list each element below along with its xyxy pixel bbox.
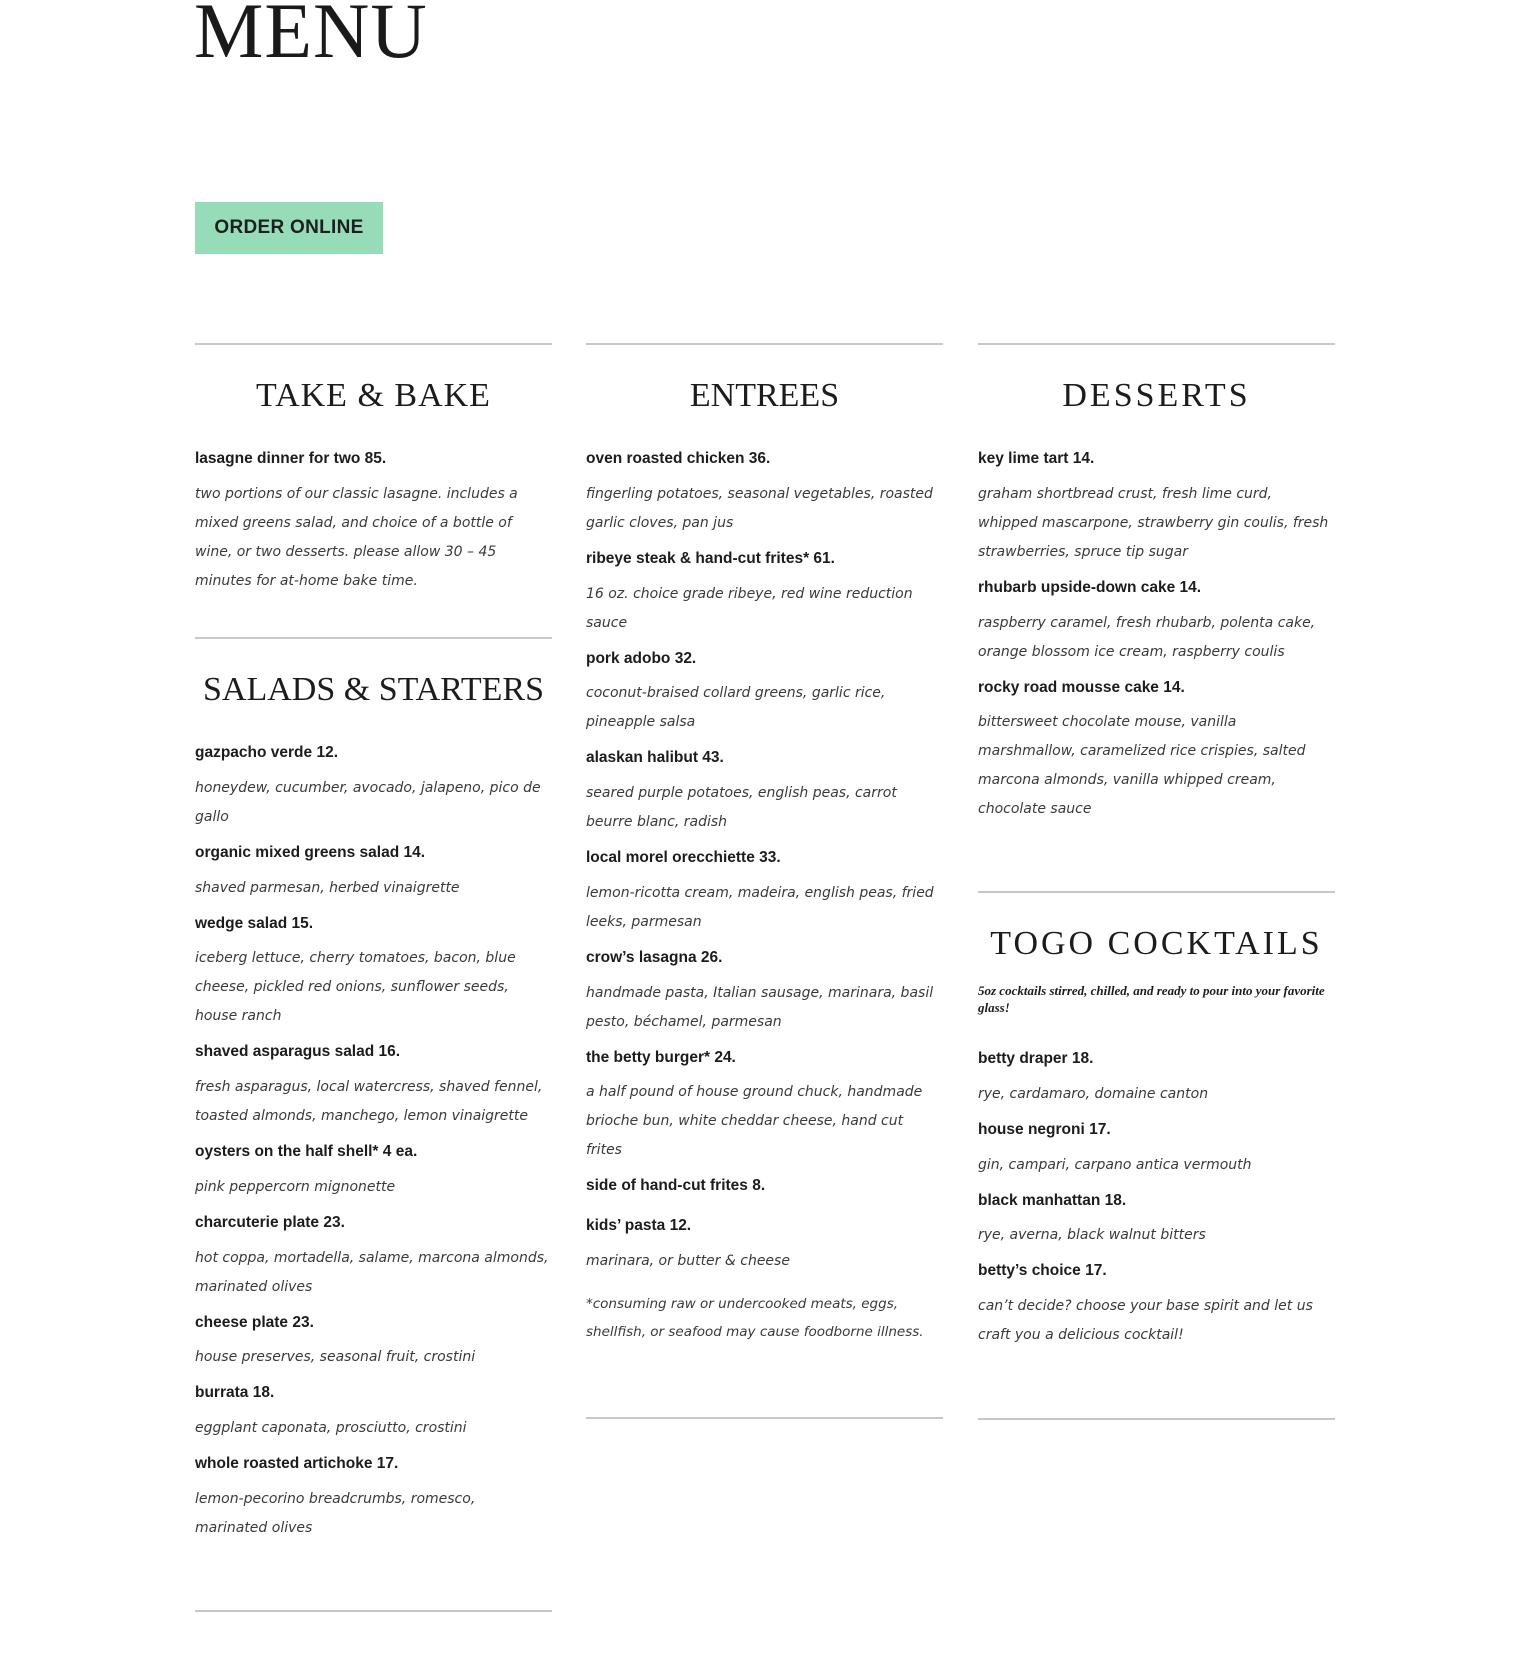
desserts-list (978, 448, 1335, 824)
menu-item-desc: fingerling potatoes, seasonal vegetables, roasted garlic cloves, pan jus (586, 486, 933, 532)
menu-item-name: the betty burger* 24. (586, 1048, 736, 1066)
menu-item-name: lasagne dinner for two 85. (195, 450, 387, 468)
entrees-list (586, 448, 943, 1345)
menu-item-desc: fresh asparagus, local watercress, shaved fennel, toasted almonds, manchego, lemon vinaigrette (195, 1079, 543, 1125)
menu-item-desc: shaved parmesan, herbed vinaigrette (195, 879, 460, 896)
menu-item-name: crow’s lasagna 26. (586, 948, 723, 966)
cocktails-tagline: 5oz cocktails stirred, chilled, and ready to pour into your favorite glass! (978, 983, 1325, 1016)
menu-item-desc: marinara, or butter & cheese (586, 1252, 790, 1269)
cocktails-list (978, 1048, 1335, 1350)
menu-item-name: rhubarb upside-down cake 14. (978, 579, 1202, 597)
menu-item-desc: lemon-ricotta cream, madeira, english peas, fried leeks, parmesan (586, 884, 934, 930)
menu-item-name: betty’s choice 17. (978, 1262, 1107, 1280)
section-divider (978, 343, 1335, 345)
section-divider (195, 1610, 552, 1612)
menu-item-name: wedge salad 15. (195, 914, 314, 932)
section-divider (195, 343, 552, 345)
menu-item-name: side of hand-cut frites 8. (586, 1177, 766, 1195)
menu-item-name: shaved asparagus salad 16. (195, 1043, 401, 1061)
menu-item-name: burrata 18. (195, 1384, 275, 1402)
page-title: MENU (194, 0, 428, 74)
menu-item-desc: gin, campari, carpano antica vermouth (978, 1156, 1252, 1173)
order-online-button[interactable]: ORDER ONLINE (195, 202, 383, 254)
section-title-desserts: DESSERTS (1062, 377, 1251, 414)
menu-item-desc: eggplant caponata, prosciutto, crostini (195, 1419, 467, 1436)
menu-item-desc: bittersweet chocolate mouse, vanilla marshmallow, caramelized rice crispies, salted marcona almonds, vanilla whipped cream, chocolate sauce (978, 714, 1306, 818)
menu-item-desc: rye, averna, black walnut bitters (978, 1227, 1206, 1244)
menu-item-name: charcuterie plate 23. (195, 1213, 345, 1231)
section-divider (586, 343, 943, 345)
menu-item-name: oven roasted chicken 36. (586, 450, 771, 468)
menu-item-name: black manhattan 18. (978, 1191, 1127, 1209)
menu-item-desc: iceberg lettuce, cherry tomatoes, bacon, blue cheese, pickled red onions, sunflower seeds, house ranch (195, 950, 516, 1025)
menu-item-desc: a half pound of house ground chuck, handmade brioche bun, white cheddar cheese, hand cut frites (586, 1084, 923, 1159)
menu-item-name: kids’ pasta 12. (586, 1216, 692, 1234)
entrees-section (586, 343, 943, 1346)
menu-item-name: key lime tart 14. (978, 450, 1095, 468)
desserts-section (978, 343, 1335, 834)
salads-list (195, 742, 552, 1542)
section-title-take-bake: TAKE & BAKE (256, 377, 491, 414)
section-divider (586, 1417, 943, 1419)
menu-item-name: gazpacho verde 12. (195, 744, 339, 762)
menu-item-name: betty draper 18. (978, 1050, 1094, 1068)
menu-item-desc: lemon-pecorino breadcrumbs, romesco, marinated olives (195, 1490, 476, 1536)
menu-item-name: cheese plate 23. (195, 1313, 314, 1331)
section-title-cocktails: TOGO COCKTAILS (990, 925, 1323, 962)
menu-item-desc: house preserves, seasonal fruit, crostini (195, 1349, 476, 1366)
togo-cocktails-section (978, 891, 1335, 1360)
menu-item-name: alaskan halibut 43. (586, 749, 724, 767)
menu-item-name: organic mixed greens salad 14. (195, 844, 426, 862)
menu-item-desc: graham shortbread crust, fresh lime curd, whipped mascarpone, strawberry gin coulis, fresh strawberries, spruce tip sugar (978, 486, 1329, 561)
menu-item-desc: 16 oz. choice grade ribeye, red wine reduction sauce (586, 585, 913, 631)
menu-item-name: local morel orecchiette 33. (586, 849, 781, 867)
menu-item-desc: seared purple potatoes, english peas, carrot beurre blanc, radish (586, 785, 897, 831)
menu-item-desc: pink peppercorn mignonette (195, 1178, 396, 1195)
section-title-entrees: ENTREES (689, 377, 840, 414)
menu-item-desc: hot coppa, mortadella, salame, marcona almonds, marinated olives (195, 1249, 549, 1295)
menu-item-name: ribeye steak & hand-cut frites* 61. (586, 550, 835, 568)
menu-item-name: oysters on the half shell* 4 ea. (195, 1143, 418, 1161)
menu-item-desc: two portions of our classic lasagne. includes a mixed greens salad, and choice of a bottle of wine, or two desserts. please allow 30 – 45 minutes for at-home bake time. (195, 486, 518, 590)
foodborne-illness-note: *consuming raw or undercooked meats, eggs, shellfish, or seafood may cause foodborne illness. (586, 1295, 924, 1340)
menu-item-name: rocky road mousse cake 14. (978, 678, 1185, 696)
menu-item-desc: rye, cardamaro, domaine canton (978, 1086, 1209, 1103)
menu-item-desc: handmade pasta, Italian sausage, marinara, basil pesto, béchamel, parmesan (586, 984, 934, 1030)
section-divider (195, 637, 552, 639)
menu-item-desc: honeydew, cucumber, avocado, jalapeno, pico de gallo (195, 780, 541, 826)
take-bake-list (195, 448, 552, 596)
take-bake-section (195, 343, 552, 606)
menu-item-name: pork adobo 32. (586, 649, 697, 667)
menu-item-desc: can’t decide? choose your base spirit and let us craft you a delicious cocktail! (978, 1298, 1313, 1344)
menu-item-name: whole roasted artichoke 17. (195, 1454, 399, 1472)
section-divider (978, 891, 1335, 893)
menu-item-name: house negroni 17. (978, 1121, 1111, 1139)
section-divider (978, 1418, 1335, 1420)
section-title-salads: SALADS & STARTERS (203, 671, 544, 708)
menu-item-desc: coconut-braised collard greens, garlic rice, pineapple salsa (586, 685, 886, 731)
menu-item-desc: raspberry caramel, fresh rhubarb, polenta cake, orange blossom ice cream, raspberry coulis (978, 614, 1316, 660)
salads-starters-section (195, 637, 552, 1553)
